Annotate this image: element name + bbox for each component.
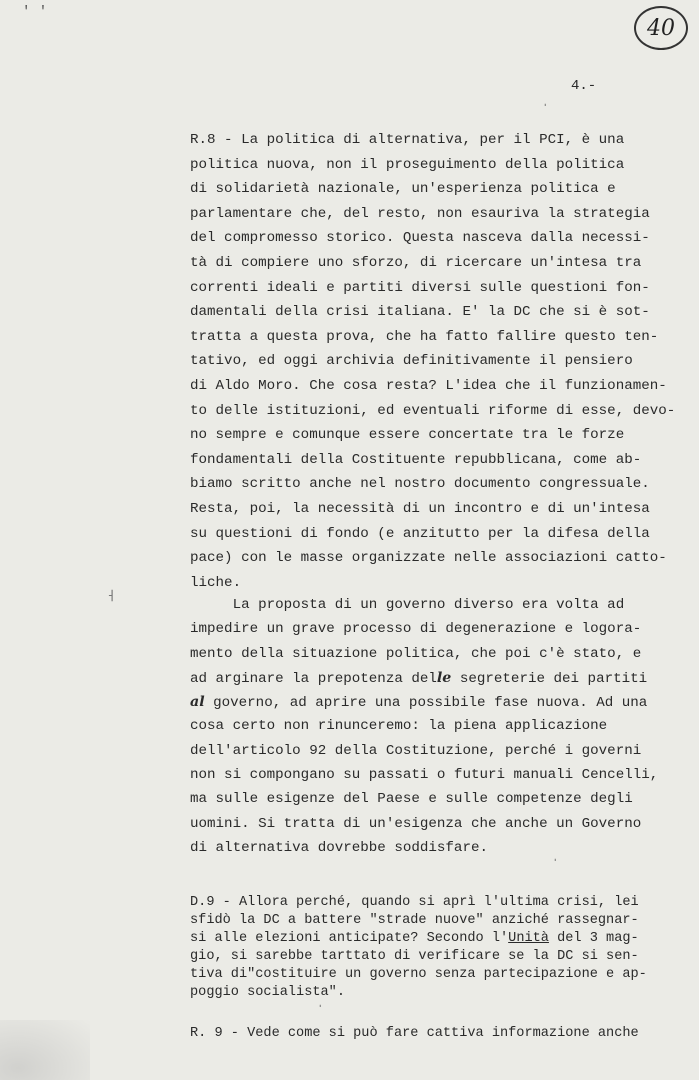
text-line: su questioni di fondo (e anzitutto per la difesa della: [190, 525, 650, 542]
handwritten-correction: al: [190, 694, 205, 710]
text-line: R.8 - La politica di alternativa, per il PCI, è una: [190, 132, 625, 148]
pen-tick-mark: ˌ: [541, 92, 550, 108]
answer-r9: [190, 1026, 639, 1074]
text-line: liche.: [190, 574, 242, 591]
text-line: biamo scritto anche nel nostro documento congressuale.: [190, 476, 650, 493]
handwritten-correction: le: [436, 670, 452, 686]
text-line: cosa certo non rinunceremo: la piena applicazione: [190, 718, 608, 734]
margin-mark: ˧: [106, 588, 116, 606]
answer-r8-continued: [190, 597, 659, 856]
page-number: 4.-: [571, 78, 597, 94]
text-line: tà di compiere uno sforzo, di ricercare un'intesa tra: [190, 255, 642, 271]
text-line: damentali della crisi italiana. E' la DC che si è sot-: [190, 304, 650, 321]
text-line: gio, si sarebbe tarttato di verificare se la DC si sen-: [190, 949, 639, 964]
text-segment: del 3 mag-: [548, 931, 639, 946]
text-line: [190, 670, 647, 687]
text-segment: governo, ad aprire una possibile fase nuova. Ad una: [204, 695, 648, 711]
text-line: uomini. Si tratta di un'esigenza che anche un Governo: [190, 816, 642, 832]
text-line: R. 9 - Vede come si può fare cattiva informazione anche: [190, 1026, 639, 1041]
text-line: fondamentali della Costituente repubblicana, come ab-: [190, 451, 642, 468]
text-line: La proposta di un governo diverso era volta ad: [190, 597, 625, 613]
pen-tick-mark: ˌ: [551, 847, 560, 863]
text-line: poggio socialista".: [190, 985, 345, 1000]
answer-r8: [190, 128, 676, 591]
text-line: di Aldo Moro. Che cosa resta? L'idea che il funzionamen-: [190, 378, 667, 394]
text-line: politica nuova, non il proseguimento della politica: [190, 156, 625, 173]
text-segment: ad arginare la prepotenza del: [190, 671, 437, 687]
text-segment: segreterie dei partiti: [451, 671, 648, 687]
circled-page-number: 40: [634, 6, 688, 50]
text-line: non si compongano su passati o futuri manuali Cencelli,: [190, 767, 659, 783]
text-line: di alternativa dovrebbe soddisfare.: [190, 840, 488, 856]
text-line: mento della situazione politica, che poi c'è stato, e: [190, 646, 642, 662]
text-line: to delle istituzioni, ed eventuali riforme di esse, devo-: [190, 402, 676, 419]
text-line: [190, 694, 647, 711]
text-line: correnti ideali e partiti diversi sulle questioni fon-: [190, 279, 650, 296]
text-line: Resta, poi, la necessità di un incontro e di un'intesa: [190, 501, 650, 517]
text-line: pace) con le masse organizzate nelle associazioni catto-: [190, 550, 667, 567]
text-line: sfidò la DC a battere "strade nuove" anziché rassegnar-: [190, 913, 639, 928]
corner-marks: ' ': [22, 4, 48, 20]
pen-tick-mark: ˈ: [316, 1004, 325, 1020]
text-segment: si alle elezioni anticipate? Secondo l': [190, 931, 509, 946]
text-line: ma sulle esigenze del Paese e sulle competenze degli: [190, 791, 633, 807]
text-line: del compromesso storico. Questa nasceva dalla necessi-: [190, 230, 650, 247]
text-line: tratta a questa prova, che ha fatto fallire questo ten-: [190, 328, 659, 345]
text-line: tativo, ed oggi archivia definitivamente il pensiero: [190, 353, 633, 370]
text-line: no sempre e comunque essere concertate tra le forze: [190, 427, 625, 444]
question-d9: [190, 895, 647, 1023]
scan-smudge: [0, 1020, 90, 1080]
text-line: tiva di"costituire un governo senza partecipazione e ap-: [190, 967, 647, 982]
text-line: di solidarietà nazionale, un'esperienza politica e: [190, 181, 616, 198]
text-line: dell'articolo 92 della Costituzione, perché i governi: [190, 743, 642, 759]
underlined-title: Unità: [508, 931, 549, 946]
text-line: parlamentare che, del resto, non esauriva la strategia: [190, 205, 650, 222]
text-line: [190, 931, 639, 946]
text-line: impedire un grave processo di degenerazione e logora-: [190, 621, 642, 637]
text-line: D.9 - Allora perché, quando si aprì l'ultima crisi, lei: [190, 895, 639, 910]
